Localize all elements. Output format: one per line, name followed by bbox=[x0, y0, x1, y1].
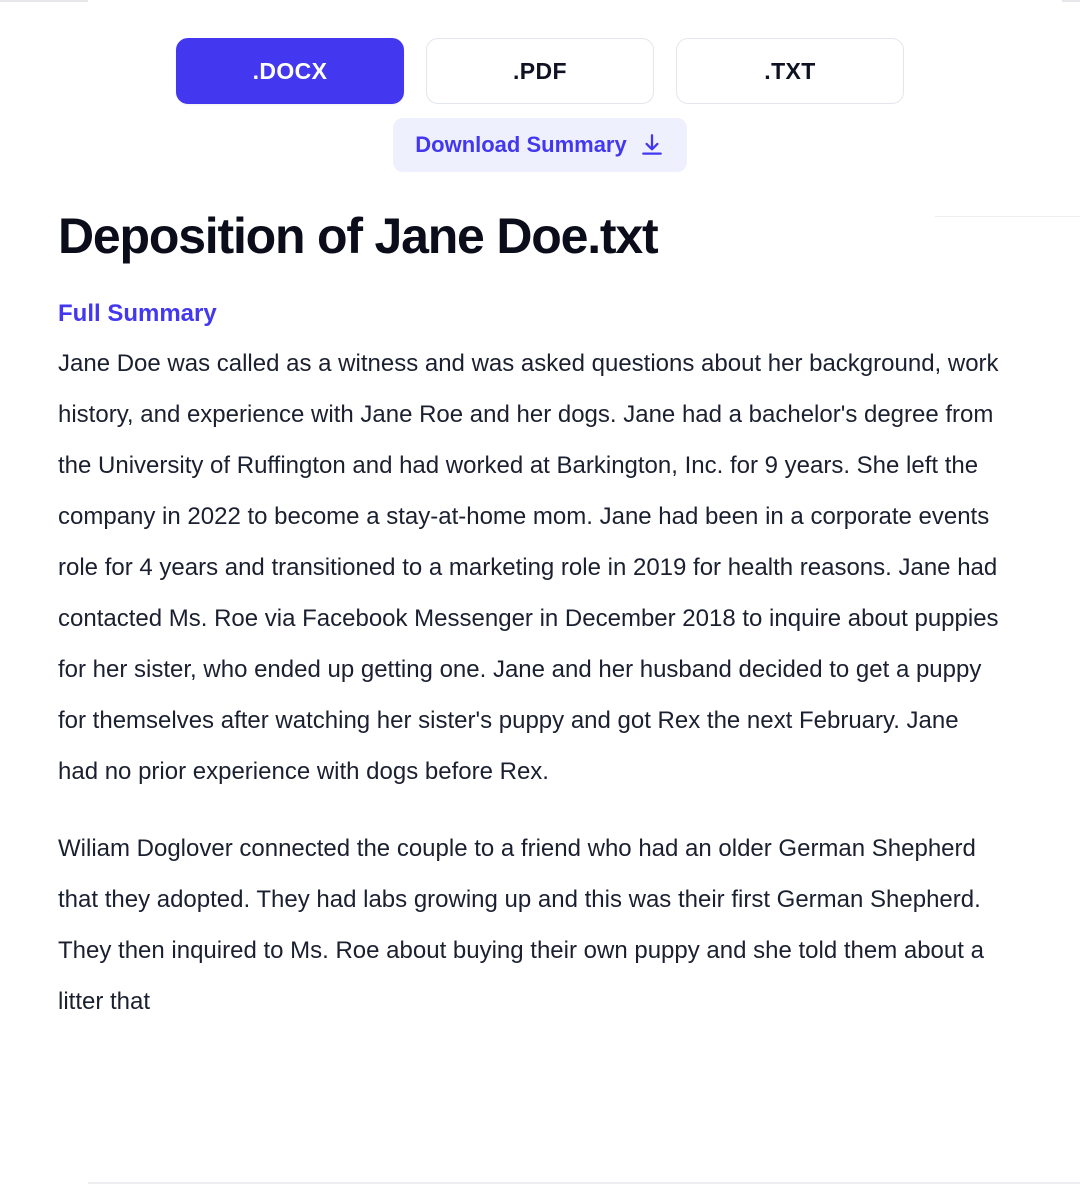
page-title: Deposition of Jane Doe.txt bbox=[58, 208, 658, 264]
download-summary-button[interactable] bbox=[393, 118, 686, 172]
top-rule-left bbox=[0, 0, 88, 2]
download-summary-label: Download Summary bbox=[415, 132, 627, 157]
format-tab-pdf[interactable]: .PDF bbox=[426, 38, 654, 104]
summary-paragraph: Jane Doe was called as a witness and was asked questions about her background, work history, and experience with Jane Roe and her dogs. Jane had a bachelor's degree from the University of Ruffington and had worked at Barkington, Inc. for 9 years. She left the company in 2022 to become a stay-at-home mom. Jane had been in a corporate events role for 4 years and transitioned to a marketing role in 2019 for health reasons. Jane had contacted Ms. Roe via Facebook Messenger in December 2018 to inquire about puppies for her sister, who ended up getting one. Jane and her husband decided to get a puppy for themselves after watching her sister's puppy and got Rex the next February. Jane had no prior experience with dogs before Rex. bbox=[58, 349, 999, 785]
format-tab-group bbox=[0, 0, 1080, 104]
format-tab-txt[interactable]: .TXT bbox=[676, 38, 904, 104]
summary-paragraph: Wiliam Doglover connected the couple to a friend who had an older German Shepherd that they adopted. They had labs growing up and this was their first German Shepherd. They then inquired to Ms. Roe about buying their own puppy and she told them about a litter that bbox=[58, 834, 984, 1015]
format-tab-docx[interactable]: .DOCX bbox=[176, 38, 404, 104]
section-heading-full-summary: Full Summary bbox=[58, 299, 217, 327]
download-row bbox=[0, 118, 1080, 172]
download-icon bbox=[639, 132, 665, 158]
decorative-hairline bbox=[935, 216, 1080, 217]
document-body bbox=[0, 208, 1080, 1027]
top-rule-right bbox=[1062, 0, 1080, 2]
